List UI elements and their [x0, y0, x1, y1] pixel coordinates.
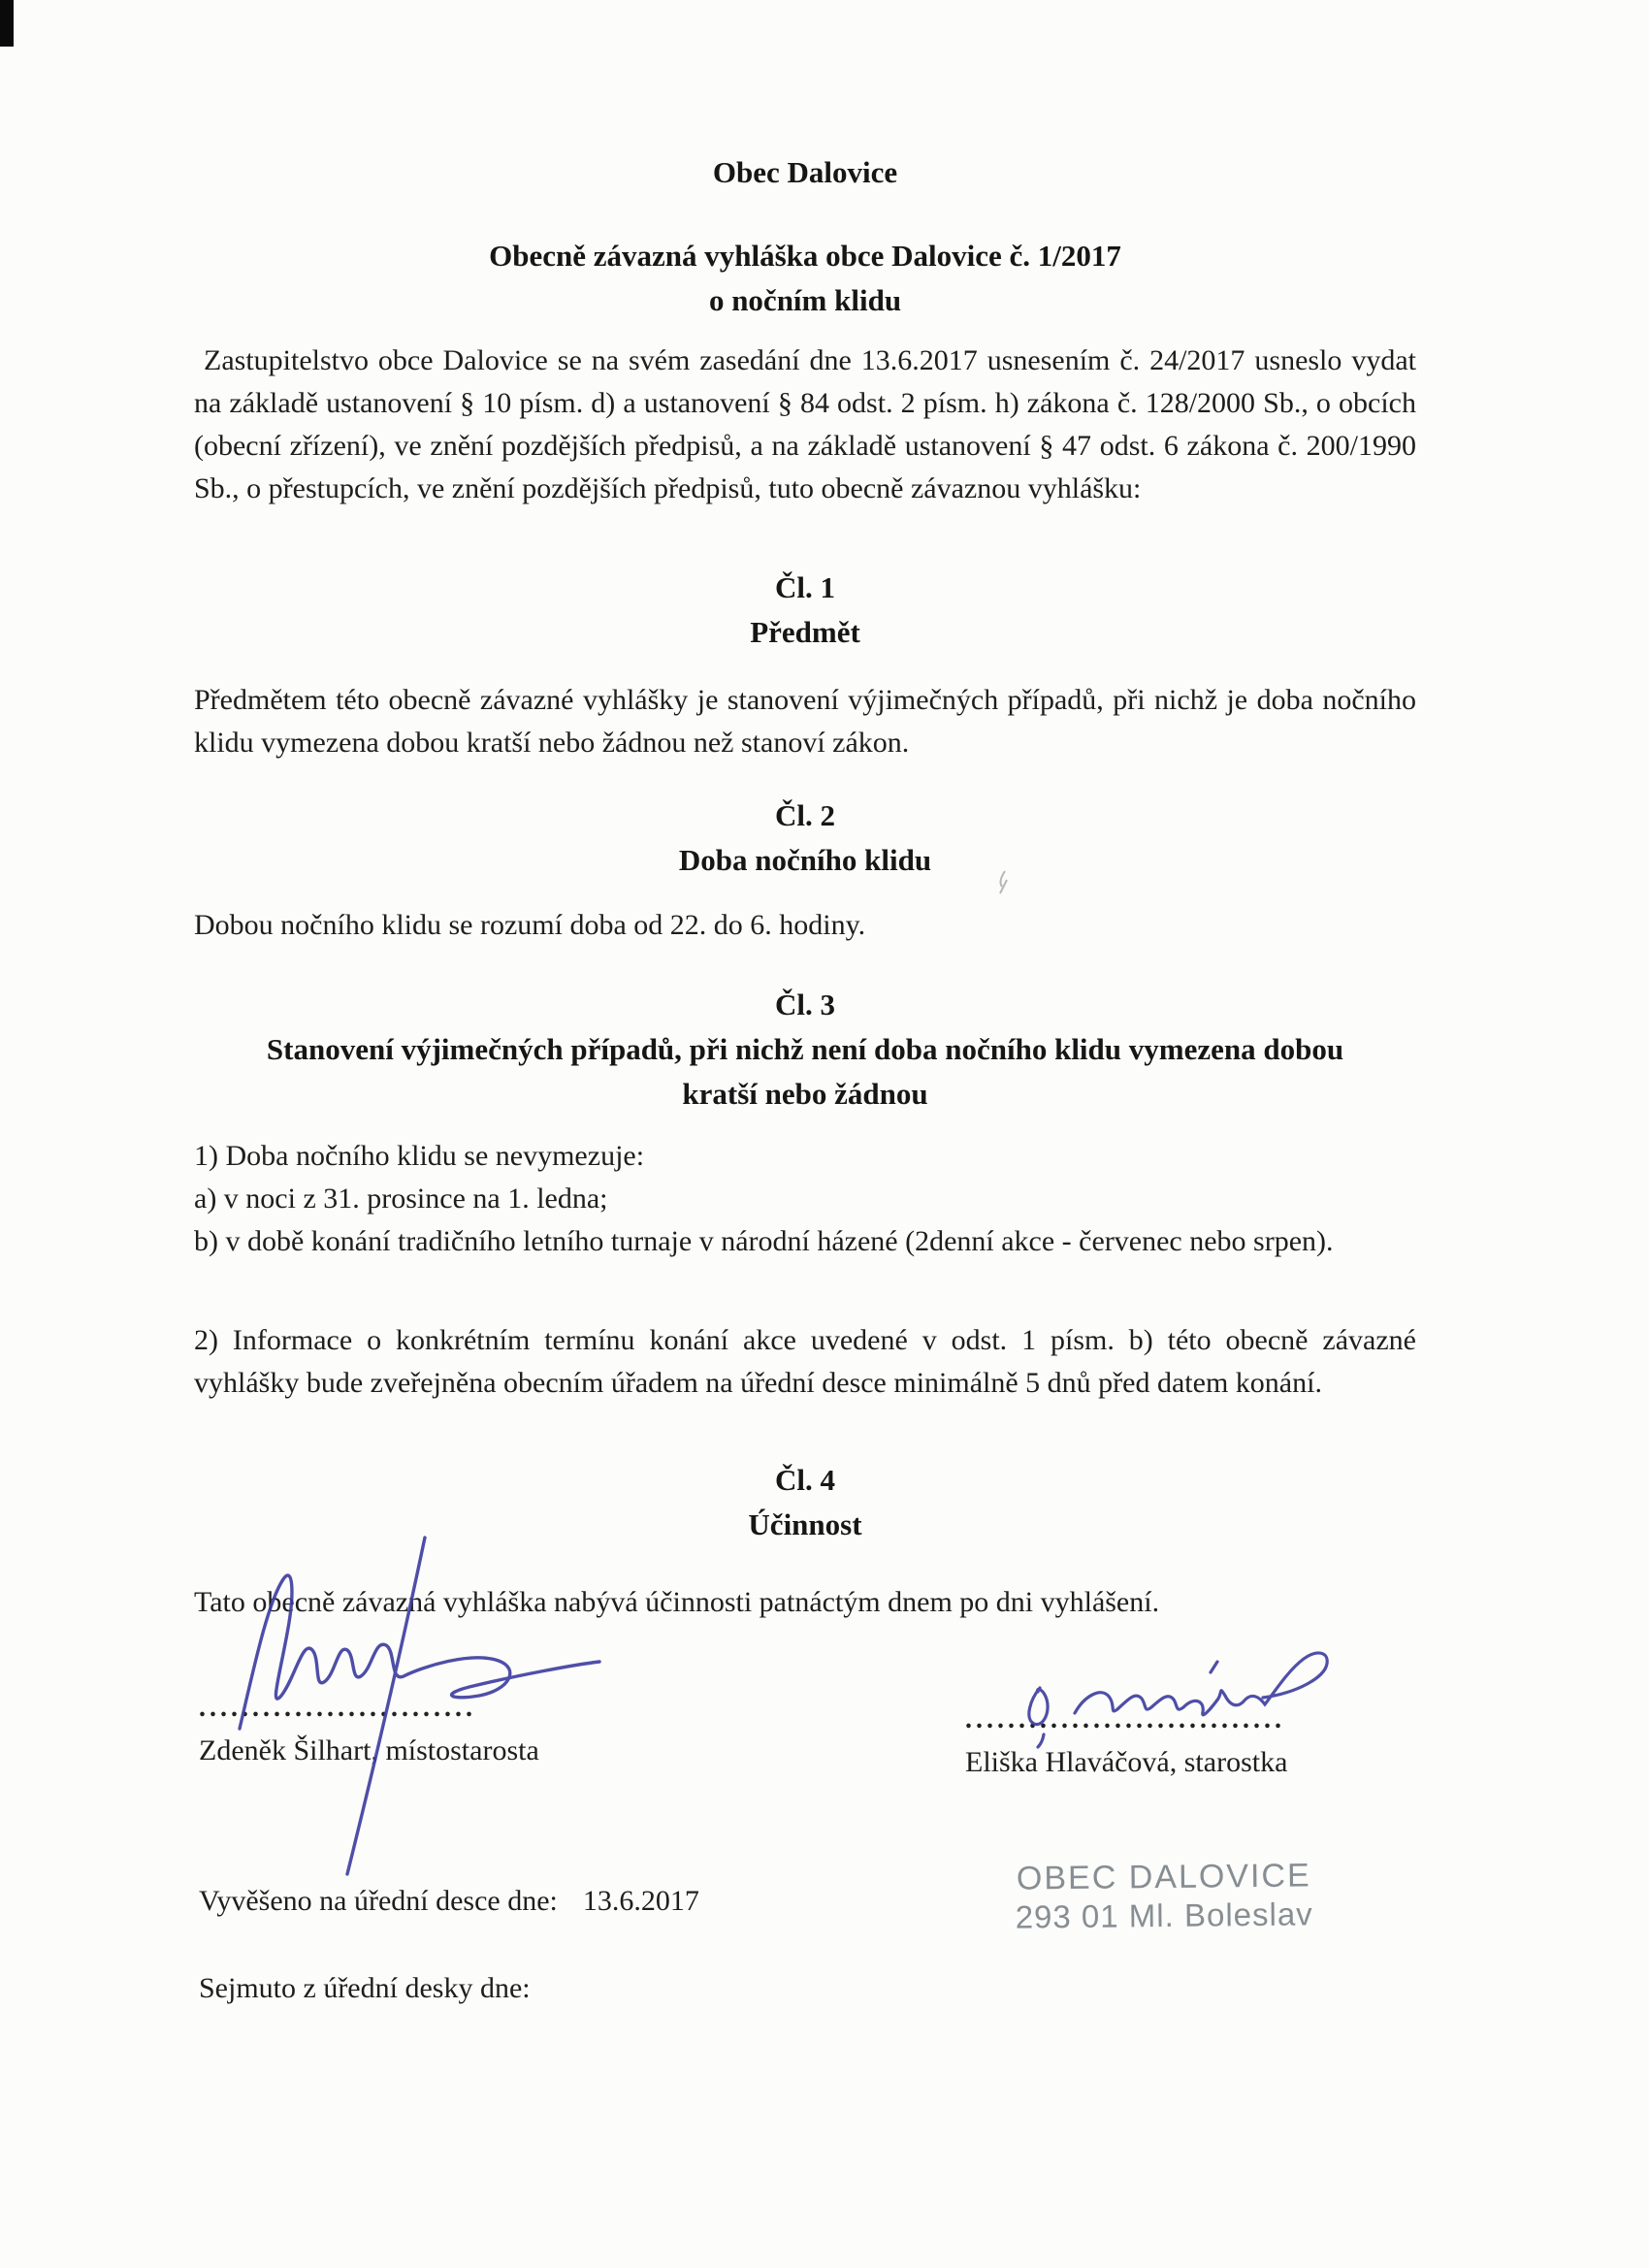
posted-line	[199, 1885, 699, 1918]
article-1-number: Čl. 1	[775, 570, 835, 604]
article-3-item-a: a) v noci z 31. prosince na 1. ledna;	[194, 1183, 608, 1215]
article-2-body: Dobou nočního klidu se rozumí doba od 22. do 6. hodiny.	[194, 909, 866, 941]
stamp-line1: OBEC DALOVICE	[1016, 1857, 1311, 1897]
article-3-item-b: b) v době konání tradičního letního turnaje v národní házené (2denní akce - červenec nebo srpen).	[194, 1225, 1334, 1257]
article-2-heading: Doba nočního klidu	[678, 843, 932, 877]
decree-title	[194, 234, 1416, 323]
article-3-heading: Stanovení výjimečných případů, při nichž není doba nočního klidu vymezena dobou kratší nebo žádnou	[266, 1032, 1344, 1111]
scan-corner-mark	[0, 0, 14, 47]
article-3-item-1: 1) Doba nočního klidu se nevymezuje:	[194, 1140, 645, 1172]
article-1-body: Předmětem této obecně závazné vyhlášky je stanovení výjimečných případů, při nichž je doba nočního klidu vymezena dobou kratší nebo žádnou než stanoví zákon.	[194, 684, 1416, 759]
signatory-right-name: Eliška Hlaváčová, starostka	[965, 1746, 1288, 1778]
signatory-left-name: Zdeněk Šilhart, místostarosta	[199, 1734, 539, 1766]
org-title: Obec Dalovice	[712, 155, 898, 189]
article-3-number: Čl. 3	[775, 988, 835, 1021]
stamp-line2: 293 01 Ml. Boleslav	[1015, 1895, 1313, 1935]
article-3-item-2: 2) Informace o konkrétním termínu konání akce uvedené v odst. 1 písm. b) této obecně závazné vyhlášky bude zveřejněna obecním úřadem na úřední desce minimálně 5 dnů před datem konání.	[194, 1324, 1416, 1399]
posted-date-label: Vyvěšeno na úřední desce dne:	[199, 1885, 558, 1917]
article-4-number: Čl. 4	[775, 1463, 835, 1497]
article-2-number: Čl. 2	[775, 798, 835, 832]
article-3-head	[194, 983, 1416, 1117]
posted-date-value: 13.6.2017	[582, 1885, 699, 1917]
signature-dotted-line-right: ..............................	[965, 1704, 1285, 1734]
article-2-head	[194, 794, 1416, 883]
article-1-head	[194, 566, 1416, 655]
article-1-heading: Předmět	[750, 615, 860, 649]
signature-dotted-line-left: ..........................	[199, 1693, 476, 1723]
article-4-heading: Účinnost	[748, 1507, 862, 1541]
municipality-stamp	[989, 1856, 1340, 1937]
decree-title-line1: Obecně závazná vyhláška obce Dalovice č. 1/2017	[489, 239, 1121, 273]
article-4-head	[194, 1458, 1416, 1547]
article-4-body: Tato obecně závazná vyhláška nabývá účinnosti patnáctým dnem po dni vyhlášení.	[194, 1586, 1160, 1618]
intro-paragraph: Zastupitelstvo obce Dalovice se na svém zasedání dne 13.6.2017 usnesením č. 24/2017 usneslo vydat na základě ustanovení § 10 písm. d) a ustanovení § 84 odst. 2 písm. h) zákona č. 128/2000 Sb., o obcích (obecní zřízení), ve znění pozdějších předpisů, a na základě ustanovení § 47 odst. 6 zákona č. 200/1990 Sb., o přestupcích, ve znění pozdějších předpisů, tuto obecně závaznou vyhlášku:	[194, 344, 1416, 504]
decree-title-line2: o nočním klidu	[708, 283, 902, 317]
article-3-list	[194, 1135, 1416, 1263]
removed-date-label: Sejmuto z úřední desky dne:	[199, 1972, 531, 2004]
